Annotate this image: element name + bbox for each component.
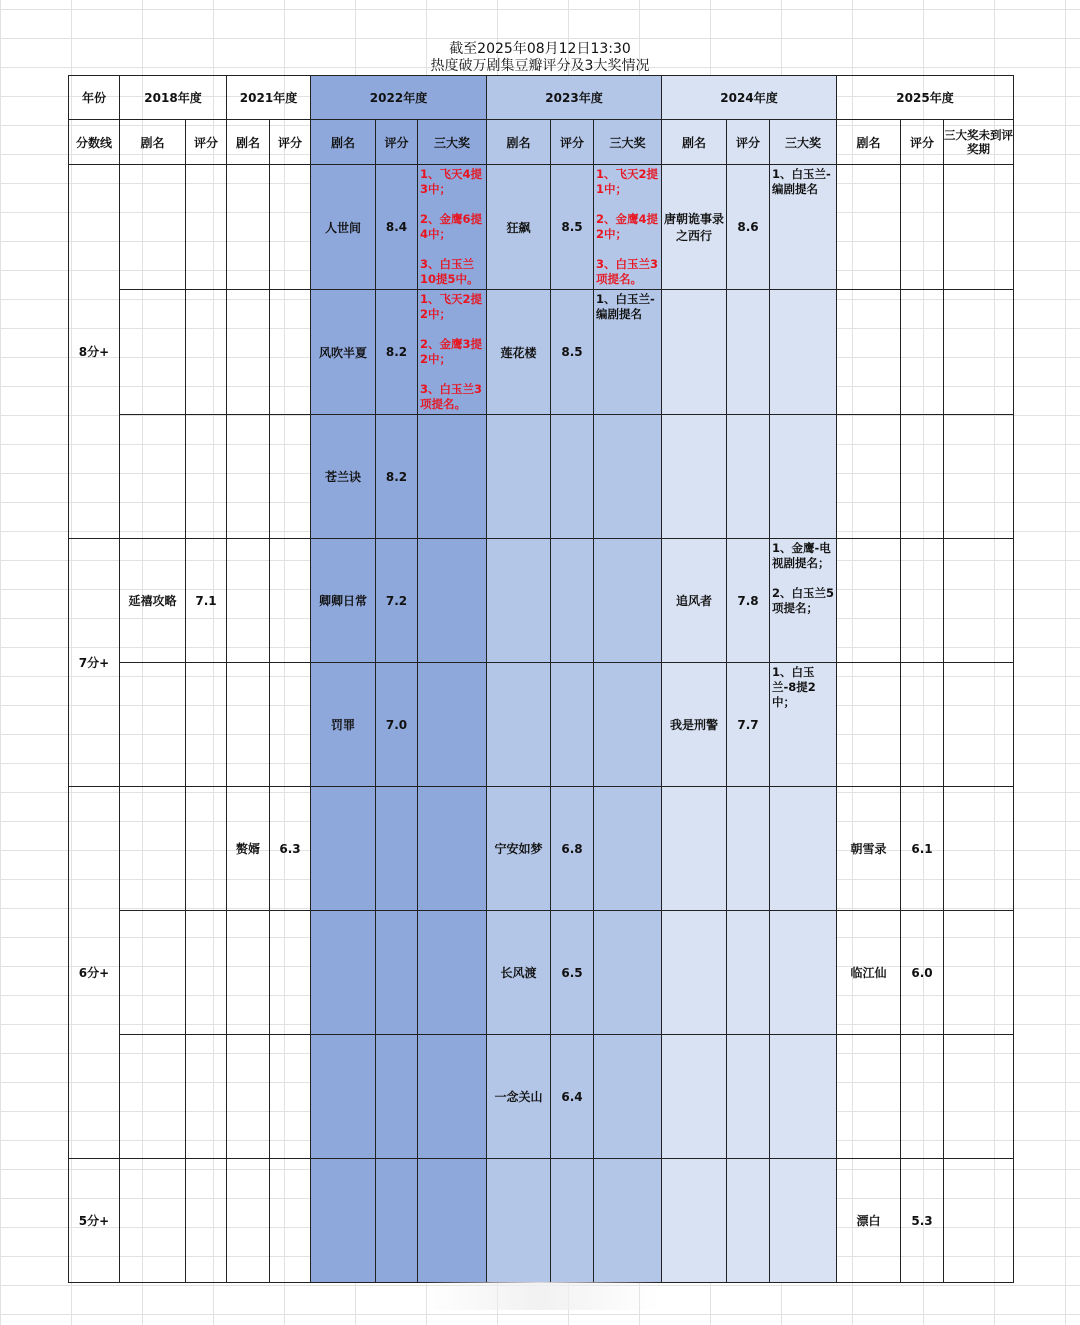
cell-2025-name bbox=[837, 415, 901, 539]
cell-2023-score: 8.5 bbox=[551, 290, 594, 415]
award-line: 2、金鹰6提4中； bbox=[420, 212, 483, 241]
col-awards: 三大奖 bbox=[418, 120, 487, 165]
cell-2022-name bbox=[311, 1159, 376, 1283]
cell-2024-name bbox=[662, 911, 727, 1035]
cell-2022-awards bbox=[418, 911, 487, 1035]
cell-2023-score bbox=[551, 1159, 594, 1283]
cell-2022-awards bbox=[418, 1159, 487, 1283]
cell-2021-name: 赘婿 bbox=[227, 787, 270, 911]
cell-2023-score: 6.8 bbox=[551, 787, 594, 911]
cell-2018-name bbox=[120, 787, 186, 911]
cell-2018-name bbox=[120, 290, 186, 415]
ratings-table bbox=[68, 75, 1014, 1283]
cell-2018-score: 7.1 bbox=[186, 539, 227, 663]
cell-2021-score: 6.3 bbox=[270, 787, 311, 911]
cell-2022-score bbox=[376, 1035, 418, 1159]
award-line: 3、白玉兰3项提名。 bbox=[596, 257, 659, 286]
col-name: 剧名 bbox=[227, 120, 270, 165]
threshold-label: 分数线 bbox=[69, 120, 120, 165]
col-name: 剧名 bbox=[311, 120, 376, 165]
cell-2021-score bbox=[270, 165, 311, 290]
cell-2023-score: 8.5 bbox=[551, 165, 594, 290]
year-2023: 2023年度 bbox=[487, 76, 662, 120]
cell-2023-name bbox=[487, 663, 551, 787]
cell-2025-awards bbox=[944, 165, 1014, 290]
cell-2025-awards bbox=[944, 415, 1014, 539]
cell-2023-score: 6.5 bbox=[551, 911, 594, 1035]
cell-2025-name bbox=[837, 165, 901, 290]
cell-2025-score bbox=[901, 1035, 944, 1159]
cell-2022-name: 卿卿日常 bbox=[311, 539, 376, 663]
cell-2023-awards bbox=[594, 1035, 662, 1159]
col-awards-pending: 三大奖未到评奖期 bbox=[944, 120, 1014, 165]
cell-2023-awards bbox=[594, 911, 662, 1035]
cell-2021-name bbox=[227, 663, 270, 787]
cell-2023-name: 长风渡 bbox=[487, 911, 551, 1035]
award-line: 2、白玉兰5项提名； bbox=[772, 586, 835, 615]
cell-2025-awards bbox=[944, 1035, 1014, 1159]
table-row bbox=[69, 1035, 1014, 1159]
page-title: 热度破万剧集豆瓣评分及3大奖情况 bbox=[430, 58, 650, 74]
col-name: 剧名 bbox=[837, 120, 901, 165]
cell-2025-score bbox=[901, 663, 944, 787]
cell-2018-score bbox=[186, 415, 227, 539]
award-line: 1、白玉兰-8提2中； bbox=[772, 665, 816, 709]
cell-2023-score: 6.4 bbox=[551, 1035, 594, 1159]
cell-2021-name bbox=[227, 1035, 270, 1159]
cell-2022-name bbox=[311, 787, 376, 911]
cell-2022-name: 人世间 bbox=[311, 165, 376, 290]
col-score: 评分 bbox=[270, 120, 311, 165]
cell-2022-awards bbox=[418, 290, 487, 415]
group-label: 8分+ bbox=[69, 165, 120, 539]
table-row bbox=[69, 415, 1014, 539]
group-label: 5分+ bbox=[69, 1159, 120, 1283]
cell-2024-name bbox=[662, 415, 727, 539]
award-line: 2、金鹰3提2中； bbox=[420, 337, 483, 366]
cell-2022-score bbox=[376, 787, 418, 911]
table-row bbox=[69, 663, 1014, 787]
col-name: 剧名 bbox=[120, 120, 186, 165]
cell-2024-score bbox=[727, 787, 770, 911]
cell-2022-score: 8.4 bbox=[376, 165, 418, 290]
cell-2023-name bbox=[487, 1159, 551, 1283]
col-name: 剧名 bbox=[487, 120, 551, 165]
year-2025: 2025年度 bbox=[837, 76, 1014, 120]
table-row bbox=[69, 1159, 1014, 1283]
cell-2021-score bbox=[270, 663, 311, 787]
cell-2025-awards bbox=[944, 663, 1014, 787]
col-score: 评分 bbox=[727, 120, 770, 165]
cell-2023-name: 狂飙 bbox=[487, 165, 551, 290]
cell-2022-name: 苍兰诀 bbox=[311, 415, 376, 539]
cell-2023-awards bbox=[594, 663, 662, 787]
cell-2022-score: 8.2 bbox=[376, 415, 418, 539]
cell-2024-score bbox=[727, 290, 770, 415]
col-awards: 三大奖 bbox=[770, 120, 837, 165]
cell-2022-awards bbox=[418, 1035, 487, 1159]
watermark-blur bbox=[420, 1282, 660, 1310]
cell-2025-name bbox=[837, 539, 901, 663]
award-line: 1、白玉兰-编剧提名 bbox=[596, 292, 655, 321]
cell-2024-score bbox=[727, 1035, 770, 1159]
col-score: 评分 bbox=[186, 120, 227, 165]
cell-2024-score: 7.7 bbox=[727, 663, 770, 787]
cell-2024-score bbox=[727, 415, 770, 539]
award-line: 1、飞天4提3中； bbox=[420, 167, 483, 196]
cell-2024-awards bbox=[770, 290, 837, 415]
table-row bbox=[69, 787, 1014, 911]
year-label: 年份 bbox=[69, 76, 120, 120]
cell-2023-score bbox=[551, 415, 594, 539]
cell-2021-name bbox=[227, 539, 270, 663]
cell-2022-awards bbox=[418, 165, 487, 290]
cell-2023-awards bbox=[594, 165, 662, 290]
cell-2024-name bbox=[662, 1035, 727, 1159]
group-label: 6分+ bbox=[69, 787, 120, 1159]
col-score: 评分 bbox=[901, 120, 944, 165]
cell-2023-name: 莲花楼 bbox=[487, 290, 551, 415]
cell-2025-score bbox=[901, 290, 944, 415]
col-awards: 三大奖 bbox=[594, 120, 662, 165]
cell-2023-awards bbox=[594, 787, 662, 911]
cell-2022-score: 7.0 bbox=[376, 663, 418, 787]
cell-2021-name bbox=[227, 1159, 270, 1283]
cell-2024-awards bbox=[770, 539, 837, 663]
cell-2018-name: 延禧攻略 bbox=[120, 539, 186, 663]
cell-2025-name bbox=[837, 1035, 901, 1159]
cell-2022-awards bbox=[418, 663, 487, 787]
cell-2018-score bbox=[186, 911, 227, 1035]
cell-2021-score bbox=[270, 290, 311, 415]
group-label: 7分+ bbox=[69, 539, 120, 787]
year-2024: 2024年度 bbox=[662, 76, 837, 120]
year-2018: 2018年度 bbox=[120, 76, 227, 120]
cell-2024-awards bbox=[770, 1035, 837, 1159]
cell-2024-awards bbox=[770, 911, 837, 1035]
col-score: 评分 bbox=[376, 120, 418, 165]
award-line: 3、白玉兰10提5中。 bbox=[420, 257, 479, 286]
award-line: 1、白玉兰-编剧提名 bbox=[772, 167, 831, 196]
cell-2023-name: 一念关山 bbox=[487, 1035, 551, 1159]
cell-2022-awards bbox=[418, 415, 487, 539]
cell-2025-awards bbox=[944, 787, 1014, 911]
cell-2024-score: 8.6 bbox=[727, 165, 770, 290]
header-row-years bbox=[69, 76, 1014, 120]
year-2021: 2021年度 bbox=[227, 76, 311, 120]
cell-2022-name bbox=[311, 1035, 376, 1159]
col-score: 评分 bbox=[551, 120, 594, 165]
cell-2025-name: 朝雪录 bbox=[837, 787, 901, 911]
cell-2025-awards bbox=[944, 539, 1014, 663]
cell-2025-score: 6.0 bbox=[901, 911, 944, 1035]
table-row bbox=[69, 290, 1014, 415]
cell-2025-score: 5.3 bbox=[901, 1159, 944, 1283]
cell-2021-name bbox=[227, 165, 270, 290]
cell-2018-score bbox=[186, 165, 227, 290]
cell-2022-score bbox=[376, 1159, 418, 1283]
cell-2021-name bbox=[227, 290, 270, 415]
cell-2018-score bbox=[186, 1035, 227, 1159]
cell-2018-score bbox=[186, 663, 227, 787]
header-row-columns bbox=[69, 120, 1014, 165]
table-row bbox=[69, 911, 1014, 1035]
award-line: 1、飞天2提1中； bbox=[596, 167, 659, 196]
cell-2024-score: 7.8 bbox=[727, 539, 770, 663]
cell-2021-score bbox=[270, 415, 311, 539]
cell-2018-name bbox=[120, 415, 186, 539]
cell-2021-score bbox=[270, 1035, 311, 1159]
cell-2025-name bbox=[837, 663, 901, 787]
cell-2018-name bbox=[120, 165, 186, 290]
cell-2018-name bbox=[120, 1035, 186, 1159]
cell-2024-name: 唐朝诡事录之西行 bbox=[662, 165, 727, 290]
cell-2022-score: 7.2 bbox=[376, 539, 418, 663]
cell-2025-awards bbox=[944, 290, 1014, 415]
table-row bbox=[69, 539, 1014, 663]
award-line: 1、金鹰-电视剧提名； bbox=[772, 541, 831, 570]
award-line: 2、金鹰4提2中； bbox=[596, 212, 659, 241]
cell-2025-score bbox=[901, 539, 944, 663]
cell-2022-awards bbox=[418, 539, 487, 663]
cell-2024-name: 我是刑警 bbox=[662, 663, 727, 787]
year-2022: 2022年度 bbox=[311, 76, 487, 120]
cell-2024-awards bbox=[770, 787, 837, 911]
cell-2025-awards bbox=[944, 911, 1014, 1035]
cell-2024-name: 追风者 bbox=[662, 539, 727, 663]
cell-2021-score bbox=[270, 539, 311, 663]
cell-2023-name: 宁安如梦 bbox=[487, 787, 551, 911]
cell-2018-name bbox=[120, 1159, 186, 1283]
cell-2025-awards bbox=[944, 1159, 1014, 1283]
cell-2025-score bbox=[901, 165, 944, 290]
cell-2023-awards bbox=[594, 1159, 662, 1283]
cell-2024-score bbox=[727, 911, 770, 1035]
cell-2025-score bbox=[901, 415, 944, 539]
cell-2022-name: 罚罪 bbox=[311, 663, 376, 787]
cell-2018-score bbox=[186, 290, 227, 415]
cell-2025-name: 临江仙 bbox=[837, 911, 901, 1035]
cell-2018-name bbox=[120, 911, 186, 1035]
cell-2018-score bbox=[186, 787, 227, 911]
cell-2023-score bbox=[551, 663, 594, 787]
table-row bbox=[69, 165, 1014, 290]
award-line: 3、白玉兰3项提名。 bbox=[420, 382, 483, 411]
cell-2022-awards bbox=[418, 787, 487, 911]
cell-2024-awards bbox=[770, 663, 837, 787]
cell-2022-name: 风吹半夏 bbox=[311, 290, 376, 415]
cell-2021-score bbox=[270, 1159, 311, 1283]
cell-2023-name bbox=[487, 415, 551, 539]
cell-2022-score bbox=[376, 911, 418, 1035]
cell-2025-score: 6.1 bbox=[901, 787, 944, 911]
cell-2023-awards bbox=[594, 415, 662, 539]
cell-2023-awards bbox=[594, 290, 662, 415]
cell-2024-awards bbox=[770, 1159, 837, 1283]
cell-2022-name bbox=[311, 911, 376, 1035]
cell-2021-name bbox=[227, 415, 270, 539]
cell-2024-name bbox=[662, 290, 727, 415]
cell-2023-name bbox=[487, 539, 551, 663]
cell-2024-name bbox=[662, 787, 727, 911]
cell-2024-awards bbox=[770, 165, 837, 290]
cell-2024-name bbox=[662, 1159, 727, 1283]
col-name: 剧名 bbox=[662, 120, 727, 165]
cell-2021-score bbox=[270, 911, 311, 1035]
cell-2024-awards bbox=[770, 415, 837, 539]
award-line: 1、飞天2提2中； bbox=[420, 292, 483, 321]
cell-2018-name bbox=[120, 663, 186, 787]
cell-2024-score bbox=[727, 1159, 770, 1283]
page-title-date: 截至2025年08月12日13:30 bbox=[449, 41, 631, 57]
cell-2023-awards bbox=[594, 539, 662, 663]
cell-2018-score bbox=[186, 1159, 227, 1283]
cell-2025-name: 漂白 bbox=[837, 1159, 901, 1283]
cell-2022-score: 8.2 bbox=[376, 290, 418, 415]
cell-2023-score bbox=[551, 539, 594, 663]
cell-2021-name bbox=[227, 911, 270, 1035]
cell-2025-name bbox=[837, 290, 901, 415]
